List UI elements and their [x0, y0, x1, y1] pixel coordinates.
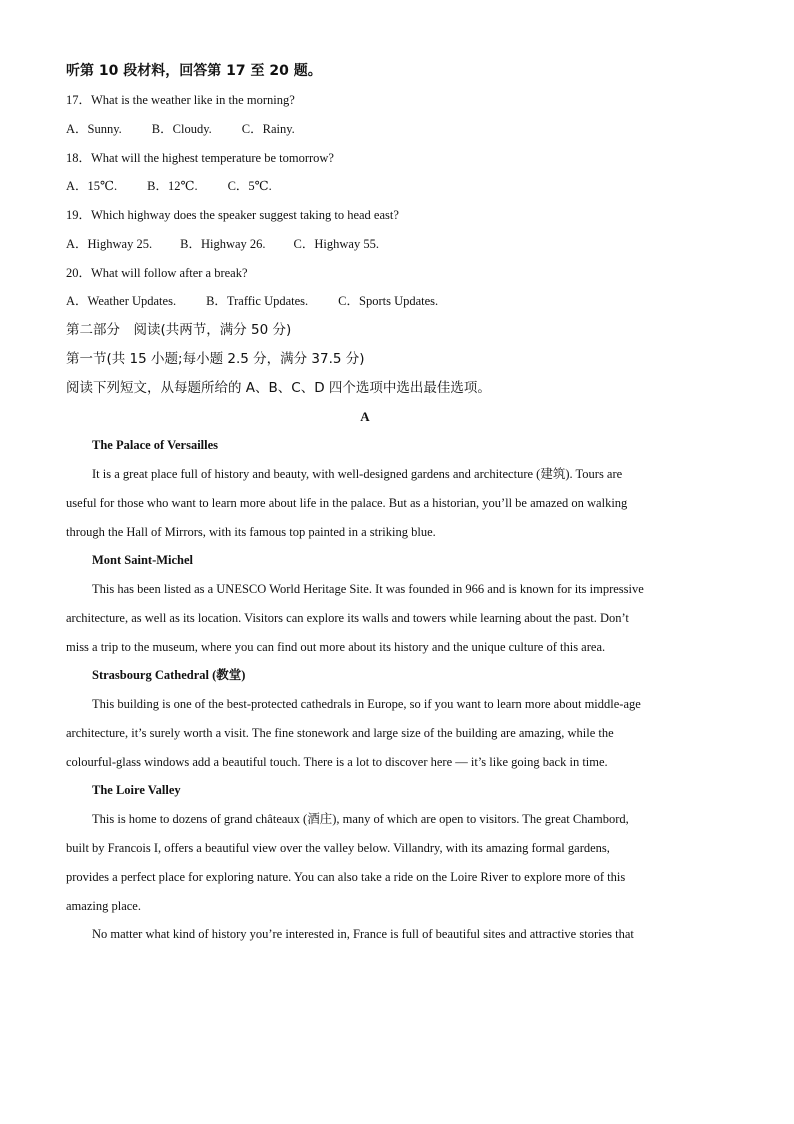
question-19-option-b[interactable]: B．Highway 26. [180, 237, 266, 251]
paragraph-line: colourful-glass windows add a beautiful touch. There is a lot to discover here — it’s like going back in time. [66, 755, 608, 769]
part-two-title: 第二部分 阅读(共两节，满分 50 分) [66, 322, 292, 338]
question-20-option-b[interactable]: B．Traffic Updates. [206, 294, 309, 308]
passage-letter: A [360, 409, 370, 424]
question-19-stem: 19．Which highway does the speaker suggest taking to head east? [66, 208, 399, 222]
question-17-option-c[interactable]: C．Rainy. [241, 122, 295, 136]
paragraph-line: miss a trip to the museum, where you can find out more about its history and the unique culture of this area. [66, 640, 606, 654]
paragraph-line: through the Hall of Mirrors, with its famous top painted in a striking blue. [66, 525, 436, 539]
closing-line: No matter what kind of history you’re interested in, France is full of beautiful sites and attractive stories that [92, 927, 634, 941]
question-18-options [66, 178, 272, 194]
question-18-stem: 18．What will the highest temperature be tomorrow? [66, 151, 334, 165]
question-18-option-c[interactable]: C．5℃. [227, 179, 272, 193]
paragraph-line: amazing place. [66, 899, 141, 913]
paragraph-line: architecture, it’s surely worth a visit. The fine stonework and large size of the building are amazing, while the [66, 726, 614, 740]
question-17-option-a[interactable]: A．Sunny. [66, 122, 122, 136]
question-17-stem: 17．What is the weather like in the morning? [66, 93, 295, 107]
paragraph-line: This has been listed as a UNESCO World Heritage Site. It was founded in 966 and is known for its impressive [92, 582, 644, 596]
heading-versailles: The Palace of Versailles [92, 438, 219, 452]
question-17-options [66, 121, 295, 137]
paragraph-line: built by Francois I, offers a beautiful view over the valley below. Villandry, with its amazing formal gardens, [66, 841, 610, 855]
question-18-option-a[interactable]: A．15℃. [66, 179, 118, 193]
paragraph-line: useful for those who want to learn more about life in the palace. But as a historian, you’ll be amazed on walking [66, 496, 628, 510]
question-18-option-b[interactable]: B．12℃. [147, 179, 198, 193]
section-one-title: 第一节(共 15 小题;每小题 2.5 分，满分 37.5 分) [66, 351, 365, 367]
question-20-option-a[interactable]: A．Weather Updates. [66, 294, 177, 308]
paragraph-line: architecture, as well as its location. Visitors can explore its walls and towers while learning about the past. Don’t [66, 611, 629, 625]
paragraph-line: provides a perfect place for exploring nature. You can also take a ride on the Loire River to explore more of this [66, 870, 626, 884]
heading-saint-michel: Mont Saint-Michel [92, 553, 194, 567]
paragraph-line: This building is one of the best-protected cathedrals in Europe, so if you want to learn more about middle-age [92, 697, 641, 711]
question-19-option-c[interactable]: C．Highway 55. [293, 237, 379, 251]
paragraph-line: It is a great place full of history and beauty, with well-designed gardens and architecture (建筑). Tours are [92, 467, 623, 481]
listening-section-intro: 听第 10 段材料，回答第 17 至 20 题。 [66, 63, 322, 79]
question-20-options [66, 293, 438, 309]
question-20-option-c[interactable]: C．Sports Updates. [338, 294, 439, 308]
question-19-options [66, 236, 379, 252]
paragraph-line: This is home to dozens of grand châteaux (酒庄), many of which are open to visitors. The great Chambord, [92, 812, 629, 826]
question-20-stem: 20．What will follow after a break? [66, 266, 248, 280]
reading-instructions: 阅读下列短文，从每题所给的 A、B、C、D 四个选项中选出最佳选项。 [66, 380, 491, 396]
heading-loire: The Loire Valley [92, 783, 181, 797]
question-17-option-b[interactable]: B．Cloudy. [151, 122, 212, 136]
question-19-option-a[interactable]: A．Highway 25. [66, 237, 153, 251]
heading-strasbourg: Strasbourg Cathedral (教堂) [92, 668, 246, 682]
